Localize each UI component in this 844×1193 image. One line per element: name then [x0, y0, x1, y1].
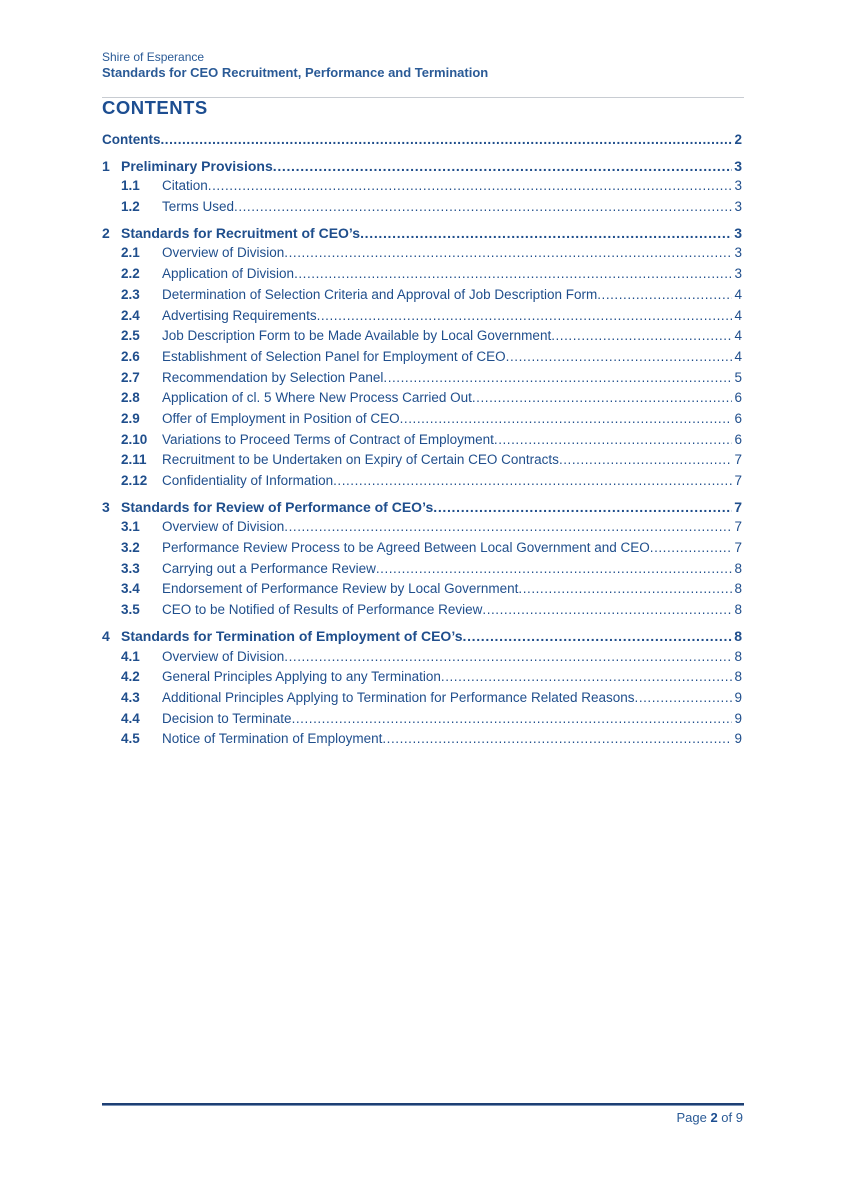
- toc-dot-leader: [382, 731, 732, 746]
- toc-page-number: 9: [734, 710, 742, 726]
- toc-entry-title: Performance Review Process to be Agreed Between Local Government and CEO: [162, 540, 650, 556]
- toc-subsection-entry[interactable]: [102, 266, 742, 287]
- current-page: 2: [710, 1110, 718, 1125]
- toc-section-entry[interactable]: [102, 158, 742, 179]
- toc-entry-title: Decision to Terminate: [162, 710, 292, 726]
- toc-subsection-entry[interactable]: [102, 328, 742, 349]
- toc-subsection-entry[interactable]: [102, 473, 742, 494]
- toc-entry-title: Confidentiality of Information: [162, 473, 334, 488]
- toc-entry-title: Standards for Termination of Employment of CEO’s: [121, 627, 463, 644]
- toc-dot-leader: [376, 561, 733, 576]
- toc-page-number: 8: [734, 581, 742, 597]
- toc-page-number: 3: [734, 266, 742, 282]
- toc-entry-number: 3.5: [121, 602, 140, 618]
- toc-section-entry[interactable]: [102, 499, 742, 520]
- toc-page-number: 7: [734, 498, 742, 515]
- toc-section-entry[interactable]: [102, 225, 742, 246]
- toc-entry-title: Notice of Termination of Employment: [162, 731, 383, 747]
- toc-section-entry[interactable]: [102, 628, 742, 649]
- document-header: [102, 50, 744, 81]
- toc-subsection-entry[interactable]: [102, 349, 742, 370]
- toc-entry-title: Job Description Form to be Made Available by Local Government: [162, 328, 552, 344]
- toc-page-number: 4: [734, 328, 742, 344]
- toc-entry-number: 2.9: [121, 410, 140, 426]
- toc-entry-number: 4.4: [121, 710, 140, 726]
- toc-entry-title: Standards for Review of Performance of CEO’s: [121, 498, 434, 515]
- toc-page-number: 4: [734, 307, 742, 323]
- table-of-contents: [102, 132, 742, 752]
- toc-dot-leader: [333, 473, 732, 488]
- toc-entry-number: 3: [102, 498, 110, 515]
- toc-dot-leader: [433, 499, 732, 515]
- toc-entry-number: 4.5: [121, 731, 140, 747]
- toc-dot-leader: [208, 178, 733, 193]
- toc-subsection-entry[interactable]: [102, 178, 742, 199]
- toc-entry-title: Additional Principles Applying to Termination for Performance Related Reasons: [162, 689, 635, 705]
- toc-entry-title: Citation: [162, 178, 208, 194]
- toc-dot-leader: [273, 158, 732, 174]
- toc-page-number: 6: [734, 390, 742, 406]
- toc-entry-title: Overview of Division: [162, 648, 285, 664]
- page-word: Page: [676, 1110, 707, 1125]
- toc-entry-number: 4.2: [121, 669, 140, 685]
- toc-dot-leader: [506, 349, 733, 364]
- toc-entry-title: Application of cl. 5 Where New Process Carried Out: [162, 390, 472, 406]
- toc-entry-number: 1: [102, 157, 110, 174]
- toc-dot-leader: [494, 432, 733, 447]
- toc-dot-leader: [383, 370, 732, 385]
- toc-dot-leader: [360, 225, 732, 241]
- toc-subsection-entry[interactable]: [102, 602, 742, 623]
- toc-page-number: 8: [734, 560, 742, 576]
- toc-entry-number: 3.2: [121, 540, 140, 556]
- toc-page-number: 3: [734, 245, 742, 261]
- toc-page-number: 8: [734, 648, 742, 664]
- toc-entry-title: Overview of Division: [162, 245, 285, 261]
- toc-subsection-entry[interactable]: [102, 199, 742, 220]
- toc-entry-contents[interactable]: [102, 132, 742, 153]
- toc-entry-title: Advertising Requirements: [162, 307, 317, 323]
- toc-dot-leader: [551, 328, 732, 343]
- toc-dot-leader: [462, 628, 732, 644]
- page-number: [676, 1110, 743, 1125]
- toc-subsection-entry[interactable]: [102, 390, 742, 411]
- document-subtitle: Standards for CEO Recruitment, Performance and Termination: [102, 65, 489, 80]
- toc-dot-leader: [292, 711, 733, 726]
- toc-dot-leader: [559, 452, 733, 467]
- toc-page-number: 3: [734, 199, 742, 215]
- toc-page-number: 4: [734, 286, 742, 302]
- toc-entry-number: 2.4: [121, 307, 140, 323]
- toc-entry-number: 2.7: [121, 369, 140, 385]
- toc-page-number: 7: [734, 473, 742, 488]
- toc-page-number: 7: [734, 519, 742, 535]
- toc-dot-leader: [650, 540, 733, 555]
- toc-subsection-entry[interactable]: [102, 540, 742, 561]
- toc-dot-leader: [161, 132, 733, 147]
- toc-dot-leader: [234, 199, 732, 214]
- toc-dot-leader: [518, 581, 732, 596]
- organization-name: Shire of Esperance: [102, 50, 205, 64]
- toc-entry-number: 2.8: [121, 390, 140, 406]
- toc-dot-leader: [317, 308, 733, 323]
- toc-entry-title: Contents: [102, 132, 161, 147]
- toc-entry-number: 2.11: [121, 452, 147, 468]
- toc-page-number: 9: [734, 689, 742, 705]
- footer-divider: [102, 1103, 744, 1106]
- toc-page-number: 7: [734, 452, 742, 468]
- page-heading: CONTENTS: [102, 97, 208, 118]
- toc-entry-title: Establishment of Selection Panel for Employment of CEO: [162, 348, 506, 364]
- toc-subsection-entry[interactable]: [102, 308, 742, 329]
- toc-entry-number: 2.10: [121, 431, 148, 447]
- toc-subsection-entry[interactable]: [102, 731, 742, 752]
- toc-entry-title: Overview of Division: [162, 519, 285, 535]
- toc-entry-number: 2.6: [121, 348, 140, 364]
- toc-entry-number: 4.3: [121, 689, 140, 705]
- toc-entry-number: 4: [102, 627, 110, 644]
- toc-subsection-entry[interactable]: [102, 432, 742, 453]
- toc-dot-leader: [597, 287, 732, 302]
- toc-page-number: 3: [734, 224, 742, 241]
- toc-subsection-entry[interactable]: [102, 690, 742, 711]
- toc-dot-leader: [482, 602, 732, 617]
- toc-page-number: 2: [734, 132, 742, 147]
- toc-dot-leader: [441, 669, 733, 684]
- toc-page-number: 6: [734, 431, 742, 447]
- toc-dot-leader: [284, 649, 732, 664]
- toc-entry-title: Preliminary Provisions: [121, 157, 273, 174]
- toc-page-number: 4: [734, 348, 742, 364]
- toc-entry-title: CEO to be Notified of Results of Performance Review: [162, 602, 483, 618]
- toc-subsection-entry[interactable]: [102, 649, 742, 670]
- toc-page-number: 9: [734, 731, 742, 747]
- toc-subsection-entry[interactable]: [102, 411, 742, 432]
- toc-dot-leader: [400, 411, 733, 426]
- toc-entry-number: 2.5: [121, 328, 140, 344]
- toc-entry-title: Determination of Selection Criteria and Approval of Job Description Form: [162, 286, 598, 302]
- toc-subsection-entry[interactable]: [102, 370, 742, 391]
- toc-entry-title: Terms Used: [162, 199, 235, 215]
- toc-entry-title: Application of Division: [162, 266, 295, 282]
- toc-entry-number: 4.1: [121, 648, 140, 664]
- toc-entry-title: Endorsement of Performance Review by Local Government: [162, 581, 519, 597]
- toc-page-number: 7: [734, 540, 742, 556]
- toc-subsection-entry[interactable]: [102, 287, 742, 308]
- toc-entry-number: 2.12: [121, 473, 148, 488]
- toc-page-number: 3: [734, 178, 742, 194]
- toc-page-number: 3: [734, 157, 742, 174]
- toc-dot-leader: [284, 519, 732, 534]
- toc-page-number: 8: [734, 602, 742, 618]
- toc-subsection-entry[interactable]: [102, 519, 742, 540]
- toc-entry-title: General Principles Applying to any Termination: [162, 669, 441, 685]
- toc-entry-title: Variations to Proceed Terms of Contract of Employment: [162, 431, 494, 447]
- toc-entry-number: 2.2: [121, 266, 140, 282]
- toc-subsection-entry[interactable]: [102, 711, 742, 732]
- toc-entry-title: Recruitment to be Undertaken on Expiry of Certain CEO Contracts: [162, 452, 559, 468]
- toc-subsection-entry[interactable]: [102, 669, 742, 690]
- toc-dot-leader: [472, 390, 733, 405]
- toc-entry-number: 3.1: [121, 519, 140, 535]
- toc-entry-title: Standards for Recruitment of CEO’s: [121, 224, 361, 241]
- toc-dot-leader: [635, 690, 733, 705]
- toc-dot-leader: [284, 245, 732, 260]
- toc-page-number: 8: [734, 627, 742, 644]
- toc-dot-leader: [294, 266, 732, 281]
- toc-entry-number: 3.4: [121, 581, 140, 597]
- toc-page-number: 5: [734, 369, 742, 385]
- toc-subsection-entry[interactable]: [102, 561, 742, 582]
- toc-page-number: 6: [734, 410, 742, 426]
- of-word: of: [721, 1110, 733, 1125]
- toc-entry-title: Carrying out a Performance Review: [162, 560, 376, 576]
- toc-entry-number: 2.3: [121, 286, 140, 302]
- toc-subsection-entry[interactable]: [102, 245, 742, 266]
- toc-entry-number: 1.1: [121, 178, 140, 194]
- toc-entry-number: 1.2: [121, 199, 140, 215]
- toc-subsection-entry[interactable]: [102, 452, 742, 473]
- toc-page-number: 8: [734, 669, 742, 685]
- total-pages: 9: [735, 1110, 743, 1125]
- toc-entry-number: 3.3: [121, 560, 140, 576]
- toc-entry-number: 2.1: [121, 245, 140, 261]
- toc-entry-title: Recommendation by Selection Panel: [162, 369, 384, 385]
- toc-entry-title: Offer of Employment in Position of CEO: [162, 410, 400, 426]
- toc-subsection-entry[interactable]: [102, 581, 742, 602]
- toc-entry-number: 2: [102, 224, 110, 241]
